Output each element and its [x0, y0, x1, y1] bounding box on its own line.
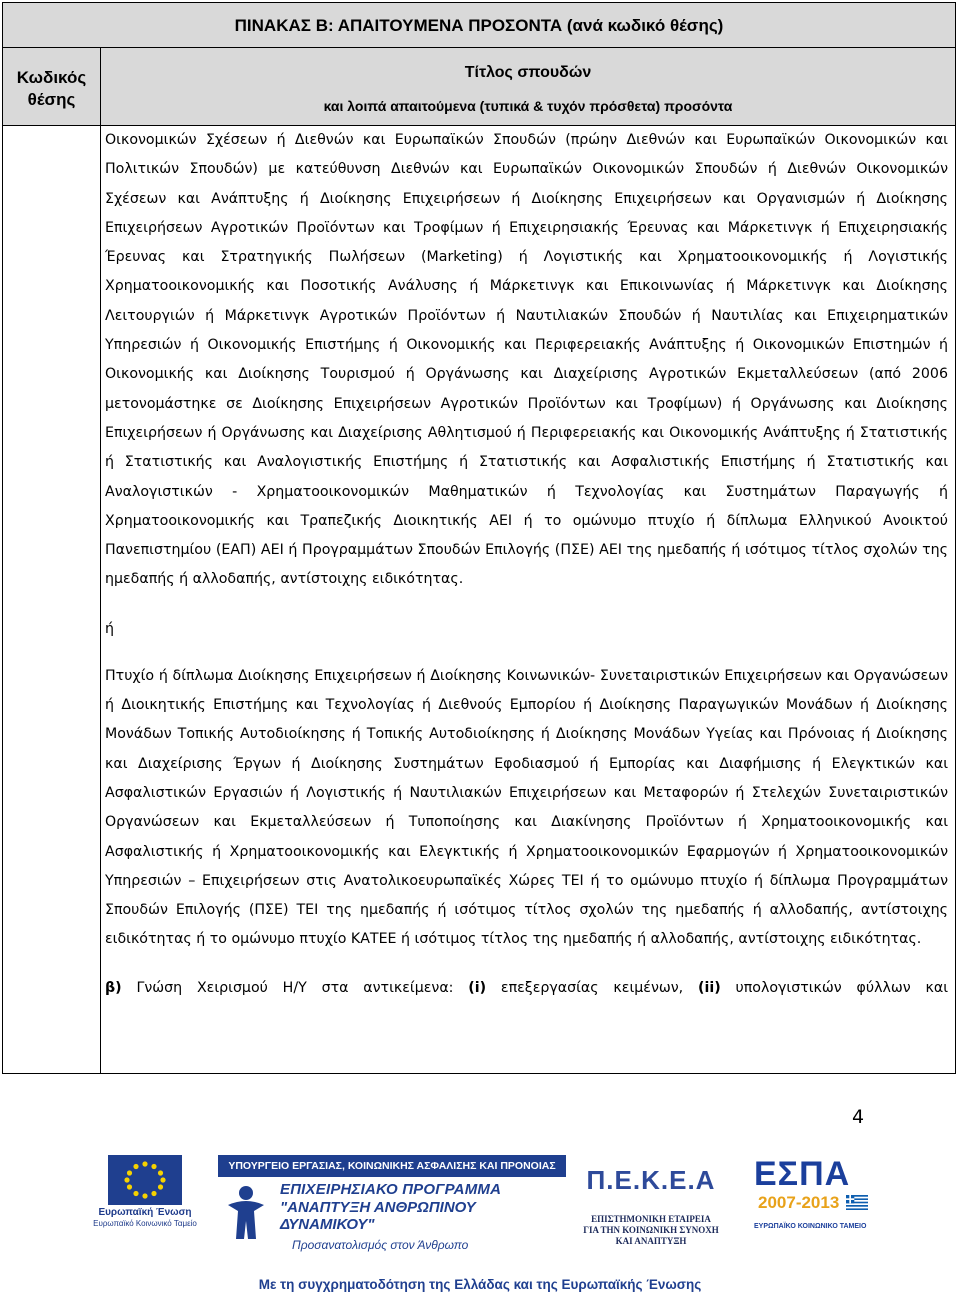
item-ii-label: (ii) [698, 979, 721, 996]
eu-caption-line1: Ευρωπαϊκή Ένωση [98, 1207, 192, 1218]
eu-caption [90, 1207, 200, 1229]
program-slogan: Προσανατολισμός στον Άνθρωπο [292, 1238, 469, 1252]
code-column-header [3, 48, 101, 125]
human-figure-icon [220, 1183, 272, 1241]
degree-paragraph-2: Πτυχίο ή δίπλωμα Διοίκησης Επιχειρήσεων ή Διοίκησης Κοινωνικών- Συνεταιριστικών Επιχειρήσεων και Οργανώσεων ή Διοικητικής Επιστήμης και Τεχνολογίας ή Διεθνούς Εμπορίου ή Διοίκησης Παραγωγικών Μονάδων ή Διοίκησης Μονάδων Τοπικής Αυτοδιοίκησης ή Τοπικής Αυτοδιοίκησης ή Διοίκησης Μονάδων Υγείας και Πρόνοιας ή Διοίκησης και Διαχείρισης Έργων ή Διοίκησης Συστημάτων Εφοδιασμού ή Εμπορίας και Διαφήμισης ή Ελεγκτικών και Ασφαλιστικών Εργασιών ή Λογιστικής ή Ναυτιλιακών Επιχειρήσεων και Μεταφορών ή Στελεχών Συνεταιριστικών Οργανώσεων και Εκμεταλλεύσεων ή Τυποποίησης και Διακίνησης Προϊόντων ή Χρηματοοικονομικής και Ασφαλιστικής ή Χρηματοοικονομικής και Ελεγκτικής ή Χρηματοοικονομικών Εφαρμογών ή Χρηματοοικονομικών Υπηρεσιών – Επιχειρήσεων στις Ανατολικοευρωπαϊκές Χώρες ΤΕΙ ή το ομώνυμο πτυχίο ή δίπλωμα Προγραμμάτων Σπουδών Επιλογής (ΠΣΕ) ΤΕΙ της ημεδαπής ή ισότιμος τίτλος σχολών της ημεδαπής ή αλλοδαπής, αντίστοιχης ειδικότητας ή το ομώνυμο πτυχίο ΚΑΤΕΕ ή ισότιμος τίτλος της ημεδαπής ή αλλοδαπής, αντίστοιχης ειδικότητας. [105, 667, 948, 948]
pekea-logo: Π.Ε.Κ.Ε.Α [586, 1165, 716, 1195]
skills-text-1: Γνώση Χειρισμού Η/Υ στα αντικείμενα: [121, 979, 469, 996]
code-cell [3, 126, 101, 1073]
title-header-line1: Τίτλος σπουδών [464, 64, 592, 81]
pekea-block [576, 1165, 726, 1247]
espa-years: 2007-2013 [758, 1193, 840, 1212]
cofinancing-footer: Με τη συγχρηματοδότηση της Ελλάδας και της Ευρωπαϊκής Ένωσης [258, 1277, 702, 1292]
espa-word: ΕΣΠΑ [754, 1155, 851, 1193]
pekea-line2: ΓΙΑ ΤΗΝ ΚΟΙΝΩΝΙΚΗ ΣΥΝΟΧΗ [583, 1225, 719, 1235]
or-separator: ή [105, 620, 114, 637]
computer-skills-paragraph [105, 974, 948, 1003]
pekea-line1: ΕΠΙΣΤΗΜΟΝΙΚΗ ΕΤΑΙΡΕΙΑ [591, 1214, 711, 1224]
degree-paragraph-1: Οικονομικών Σχέσεων ή Διεθνών και Ευρωπαϊκών Σπουδών (πρώην Διεθνών και Ευρωπαϊκών Οικονομικών και Πολιτικών Σπουδών) με κατεύθυνση Διεθνών και Ευρωπαϊκών Οικονομικών Σπουδών ή Διεθνών Οικονομικών Σχέσεων και Ανάπτυξης ή Διοίκησης Επιχειρήσεων ή Διοίκησης Επιχειρήσεων και Οργανισμών ή Διοίκησης Επιχειρήσεων Αγροτικών Προϊόντων και Τροφίμων ή Επιχειρησιακής Έρευνας και Μάρκετινγκ ή Επιχειρησιακής Έρευνας και Στρατηγικής Πωλήσεων (Marketing) ή Λογιστικής και Χρηματοοικονομικής ή Λογιστικής Χρηματοοικονομικής και Ποσοτικής Ανάλυσης ή Μάρκετινγκ και Επικοινωνίας ή Μάρκετινγκ και Διοίκησης Λειτουργιών ή Μάρκετινγκ Αγροτικών Προϊόντων ή Ναυτιλιακών Σπουδών ή Ναυτιλίας και Επιχειρηματικών Υπηρεσιών ή Οικονομικής Επιστήμης ή Οικονομικής και Περιφερειακής Ανάπτυξης ή Οικονομικών Επιστημών ή Οικονομικής και Διοίκησης Τουρισμού ή Οργάνωσης και Διαχείρισης Αγροτικών Εκμεταλλεύσεων (από 2006 μετονομάστηκε σε Διοίκησης Επιχειρήσεων Αγροτικών Προϊόντων και Τροφίμων) ή Οργάνωσης και Διοίκησης Επιχειρήσεων ή Οργάνωσης και Διαχείρισης Αθλητισμού ή Περιφερειακής και Οικονομικής Ανάπτυξης ή Στατιστικής ή Στατιστικής και Αναλογιστικής Επιστήμης ή Στατιστικής και Ασφαλιστικής Επιστήμης ή Στατιστικής και Αναλογιστικών - Χρηματοοικονομικών Μαθηματικών ή Τεχνολογίας και Συστημάτων Παραγωγής ή Χρηματοοικονομικής και Τραπεζικής Διοικητικής ΑΕΙ ή το ομώνυμο πτυχίο ή δίπλωμα Ελληνικού Ανοικτού Πανεπιστημίου (ΕΑΠ) ΑΕΙ ή Προγραμμάτων Σπουδών Επιλογής (ΠΣΕ) ΑΕΙ της ημεδαπής ή ισότιμος τίτλος σχολών της ημεδαπής ή αλλοδαπής, αντίστοιχης ειδικότητας. [105, 132, 948, 588]
espa-sub: ΕΥΡΩΠΑΪΚΟ ΚΟΙΝΩΝΙΚΟ ΤΑΜΕΙΟ [754, 1223, 867, 1230]
table-title: ΠΙΝΑΚΑΣ Β: ΑΠΑΙΤΟΥΜΕΝΑ ΠΡΟΣΟΝΤΑ (ανά κωδικό θέσης) [3, 3, 955, 48]
eu-flag-icon [90, 1153, 200, 1243]
title-column-header [101, 48, 955, 125]
pekea-line3: ΚΑΙ ΑΝΑΠΤΥΞΗ [615, 1236, 687, 1246]
program-block [280, 1181, 570, 1252]
code-header-line2: θέσης [27, 90, 76, 109]
requirements-text-cell [105, 126, 948, 1003]
title-header-line2: και λοιπά απαιτούμενα (τυπικά & τυχόν πρόσθετα) προσόντα [323, 98, 733, 114]
program-line1: ΕΠΙΧΕΙΡΗΣΙΑΚΟ ΠΡΟΓΡΑΜΜΑ [280, 1181, 502, 1198]
item-b-label: β) [105, 979, 122, 996]
eu-caption-line2: Ευρωπαϊκό Κοινωνικό Ταμείο [93, 1219, 197, 1228]
code-header-line1: Κωδικός [16, 68, 87, 87]
espa-logo [750, 1155, 876, 1243]
program-line2: "ΑΝΑΠΤΥΞΗ ΑΝΘΡΩΠΙΝΟΥ ΔΥΝΑΜΙΚΟΥ" [280, 1199, 476, 1233]
ministry-bar: ΥΠΟΥΡΓΕΙΟ ΕΡΓΑΣΙΑΣ, ΚΟΙΝΩΝΙΚΗΣ ΑΣΦΑΛΙΣΗΣ ΚΑΙ ΠΡΟΝΟΙΑΣ [218, 1155, 566, 1177]
greek-flag-icon [846, 1195, 868, 1210]
skills-text-3: υπολογιστικών φύλλων και [720, 979, 949, 996]
table-header-row [3, 48, 955, 126]
item-i-label: (i) [468, 979, 487, 996]
skills-text-2: επεξεργασίας κειμένων, [486, 979, 698, 996]
funding-banner [90, 1147, 876, 1252]
page-number: 4 [852, 1106, 865, 1128]
pekea-text [576, 1214, 726, 1247]
